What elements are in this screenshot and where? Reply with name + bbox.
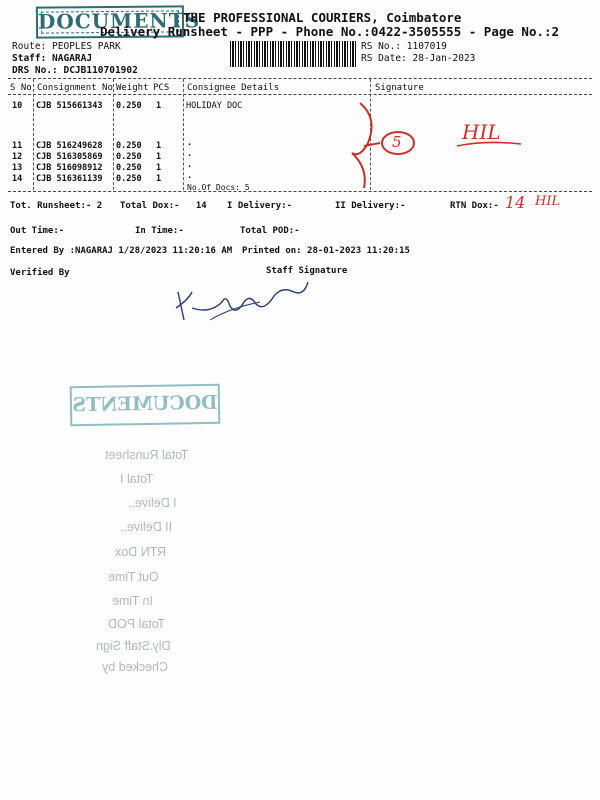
staff-signature-label: Staff Signature bbox=[266, 266, 348, 276]
row-consignment: CJB 516361139 bbox=[36, 174, 103, 184]
row-pcs: 1 bbox=[156, 174, 162, 184]
column-line bbox=[183, 79, 184, 190]
runsheet-title: Delivery Runsheet - PPP - Phone No.:0422-3505555 - Page No.:2 bbox=[100, 24, 560, 39]
drs-number: DRS No.: DCJB110701902 bbox=[12, 65, 138, 76]
handwritten-rtn-hil: HIL bbox=[535, 194, 561, 209]
i-delivery: I Delivery:- bbox=[227, 201, 293, 211]
total-dox: Total Dox:- 14 bbox=[120, 201, 207, 211]
handwritten-bracket-mark bbox=[330, 98, 430, 193]
row-details: . bbox=[187, 160, 193, 170]
row-pcs: 1 bbox=[156, 101, 162, 111]
no-of-docs: No.Of Docs: 5 bbox=[187, 183, 250, 192]
row-consignment: CJB 516249628 bbox=[36, 141, 103, 151]
row-details: . bbox=[187, 171, 193, 181]
handwritten-mark: 5 bbox=[392, 133, 402, 151]
col-signature: Signature bbox=[375, 83, 424, 93]
rs-date: RS Date: 28-Jan-2023 bbox=[361, 53, 476, 64]
entered-by: Entered By :NAGARAJ 1/28/2023 11:20:16 AM bbox=[10, 246, 233, 256]
reverse-line: Total Runsheet bbox=[105, 448, 189, 462]
company-name: THE PROFESSIONAL COURIERS, Coimbatore bbox=[183, 10, 462, 25]
row-sno: 10 bbox=[12, 101, 23, 111]
reverse-line: Total I bbox=[120, 472, 154, 486]
row-weight: 0.250 bbox=[116, 152, 142, 162]
reverse-line: RTN Dox bbox=[115, 545, 167, 559]
route-label: Route: PEOPLES PARK bbox=[12, 41, 121, 52]
row-consignment: CJB 516305869 bbox=[36, 152, 103, 162]
total-pod: Total POD:- bbox=[240, 226, 300, 236]
column-line bbox=[113, 79, 114, 190]
reverse-line: Out Time bbox=[108, 570, 159, 584]
handwritten-underline bbox=[455, 138, 525, 150]
row-sno: 13 bbox=[12, 163, 23, 173]
reverse-line: Dly.Staff Sign bbox=[96, 639, 171, 653]
row-pcs: 1 bbox=[156, 163, 162, 173]
row-weight: 0.250 bbox=[116, 141, 142, 151]
rtn-dox: RTN Dox:- bbox=[450, 201, 499, 211]
reverse-line: Checked by bbox=[102, 660, 169, 674]
row-pcs: 1 bbox=[156, 141, 162, 151]
row-details: . bbox=[187, 149, 193, 159]
out-time: Out Time:- bbox=[10, 226, 65, 236]
in-time: In Time:- bbox=[135, 226, 184, 236]
divider bbox=[8, 191, 592, 192]
col-consignment: Consignment No bbox=[37, 83, 113, 93]
col-pcs: PCS bbox=[153, 83, 170, 93]
row-consignment: CJB 516098912 bbox=[36, 163, 103, 173]
reverse-line: II Delive.. bbox=[120, 520, 173, 534]
row-sno: 11 bbox=[12, 141, 23, 151]
row-consignment: CJB 515661343 bbox=[36, 101, 103, 111]
rs-number: RS No.: 1107019 bbox=[361, 41, 447, 52]
barcode bbox=[230, 41, 356, 67]
row-weight: 0.250 bbox=[116, 163, 142, 173]
reverse-stamp: DOCUMENTS bbox=[70, 384, 221, 427]
staff-label: Staff: NAGARAJ bbox=[12, 53, 93, 64]
reverse-line: In Time bbox=[112, 594, 153, 608]
total-runsheet: Tot. Runsheet:- 2 bbox=[10, 201, 103, 211]
col-sno: S No bbox=[10, 83, 32, 93]
row-sno: 12 bbox=[12, 152, 23, 162]
divider bbox=[8, 78, 592, 79]
row-sno: 14 bbox=[12, 174, 23, 184]
handwritten-hil-sign: HIL bbox=[462, 120, 501, 144]
row-details: HOLIDAY DOC bbox=[186, 101, 243, 111]
col-consignee: Consignee Details bbox=[187, 83, 280, 93]
reverse-line: Total POD bbox=[108, 617, 165, 631]
row-weight: 0.250 bbox=[116, 101, 142, 111]
verified-by: Verified By bbox=[10, 268, 70, 278]
divider bbox=[8, 94, 592, 95]
reverse-line: I Delive.. bbox=[128, 496, 177, 510]
row-weight: 0.250 bbox=[116, 174, 142, 184]
staff-signature-scribble bbox=[170, 272, 320, 332]
row-details: . bbox=[187, 138, 193, 148]
row-pcs: 1 bbox=[156, 152, 162, 162]
col-weight: Weight bbox=[116, 83, 149, 93]
column-line bbox=[33, 79, 34, 190]
printed-on: Printed on: 28-01-2023 11:20:15 bbox=[242, 246, 410, 256]
handwritten-rtn-count: 14 bbox=[505, 193, 526, 212]
documents-stamp: DOCUMENTS bbox=[36, 5, 184, 38]
ii-delivery: II Delivery:- bbox=[335, 201, 406, 211]
